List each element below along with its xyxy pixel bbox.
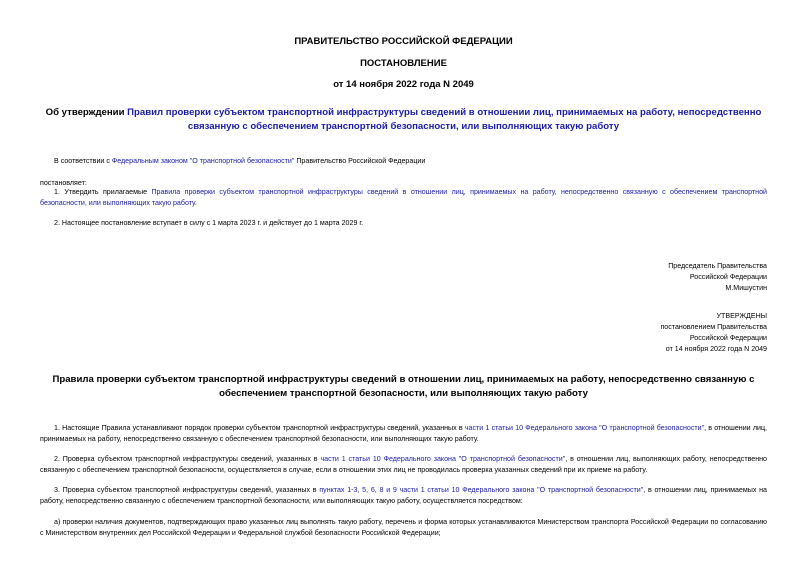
rule-3-paragraph [40,485,767,506]
item-1-paragraph [40,187,767,208]
rule-3-suffix: , в отношении лиц, принимаемых на работу, непосредственно связанную с обеспечением транспортной безопасности, или выполняющих такую работу, осуществляется посредством: [40,486,767,505]
title-rules-link[interactable]: Правил проверки субъектом транспортной инфраструктуры сведений в отношении лиц, принимаемых на работу, непосредственно связанную с обеспечением транспортной безопасности, или выполняющих такую работу [127,107,762,132]
rule-1-paragraph [40,423,767,444]
approval-block [660,311,767,355]
rule-2-law-link[interactable]: части 1 статьи 10 Федерального закона "О транспортной безопасности" [320,455,566,463]
federal-law-link[interactable]: Федеральным законом "О транспортной безопасности" [111,157,295,165]
government-heading: ПРАВИТЕЛЬСТВО РОССИЙСКОЙ ФЕДЕРАЦИИ [294,36,513,47]
signature-name: М.Мишустин [725,284,767,292]
rule-3a-paragraph: а) проверки наличия документов, подтверждающих право указанных лиц выполнять такую работу, перечень и форма которых устанавливаются Министерством транспорта Российской Федерации по согласованию с Министерством внутренних дел Российской Федерации и Федеральной службой безопасности Российской Федерации; [40,518,767,537]
rule-1-law-link[interactable]: части 1 статьи 10 Федерального закона "О транспортной безопасности" [464,424,705,432]
item-1-suffix: . [194,198,197,207]
intro-prefix: В соответствии с [54,157,112,165]
doc-date-number: от 14 ноября 2022 года N 2049 [333,79,474,90]
doc-type-heading: ПОСТАНОВЛЕНИЕ [360,58,447,69]
intro-suffix: Правительство Российской Федерации [294,157,426,165]
approval-country: Российской Федерации [689,334,767,342]
rules-title: Правила проверки субъектом транспортной инфраструктуры сведений в отношении лиц, принимаемых на работу, непосредственно связанную с обеспечением транспортной безопасности, или выполняющих такую работу [52,374,755,399]
item-1-rules-link[interactable]: Правила проверки субъектом транспортной инфраструктуры сведений в отношении лиц, принимаемых на работу, непосредственно связанную с обеспечением транспортной безопасности, или выполняющих такую работу [40,188,768,207]
rule-1-suffix: , в отношении лиц, принимаемых на работу, непосредственно связанную с обеспечением транспортной безопасности, или выполняющих такую работу. [40,424,767,443]
rule-2-suffix: , в отношении лиц, выполняющих работу, непосредственно связанную с обеспечением транспортной безопасности, осуществляется в случае, если в отношении этих лиц не проводилась проверка указанных сведений при их приеме на работу. [40,455,767,474]
document-title [40,106,767,134]
signature-block [668,261,767,294]
item-2-paragraph: 2. Настоящее постановление вступает в силу с 1 марта 2023 г. и действует до 1 марта 2029 г. [54,219,364,227]
rule-3-law-link[interactable]: пунктах 1-3, 5, 6, 8 и 9 части 1 статьи 10 Федерального закона "О транспортной безопасности" [319,486,644,494]
rule-2-prefix: 2. Проверка субъектом транспортной инфраструктуры сведений, указанных в [54,455,321,463]
signature-position: Председатель Правительства [668,262,767,270]
rule-1-prefix: 1. Настоящие Правила устанавливают порядок проверки субъектом транспортной инфраструктуры сведений, указанных в [54,424,465,432]
approval-date: от 14 ноября 2022 года N 2049 [665,345,767,353]
intro-paragraph [54,156,754,167]
rule-3-prefix: 3. Проверка субъектом транспортной инфраструктуры сведений, указанных в [54,486,320,494]
item-1-prefix: 1. Утвердить прилагаемые [54,188,152,196]
signature-country: Российской Федерации [689,273,767,281]
approval-heading: УТВЕРЖДЕНЫ [716,312,767,320]
rule-2-paragraph [40,454,767,475]
approval-by: постановлением Правительства [660,323,767,331]
resolves-text: постановляет: [40,179,87,187]
title-prefix: Об утверждении [45,107,128,118]
